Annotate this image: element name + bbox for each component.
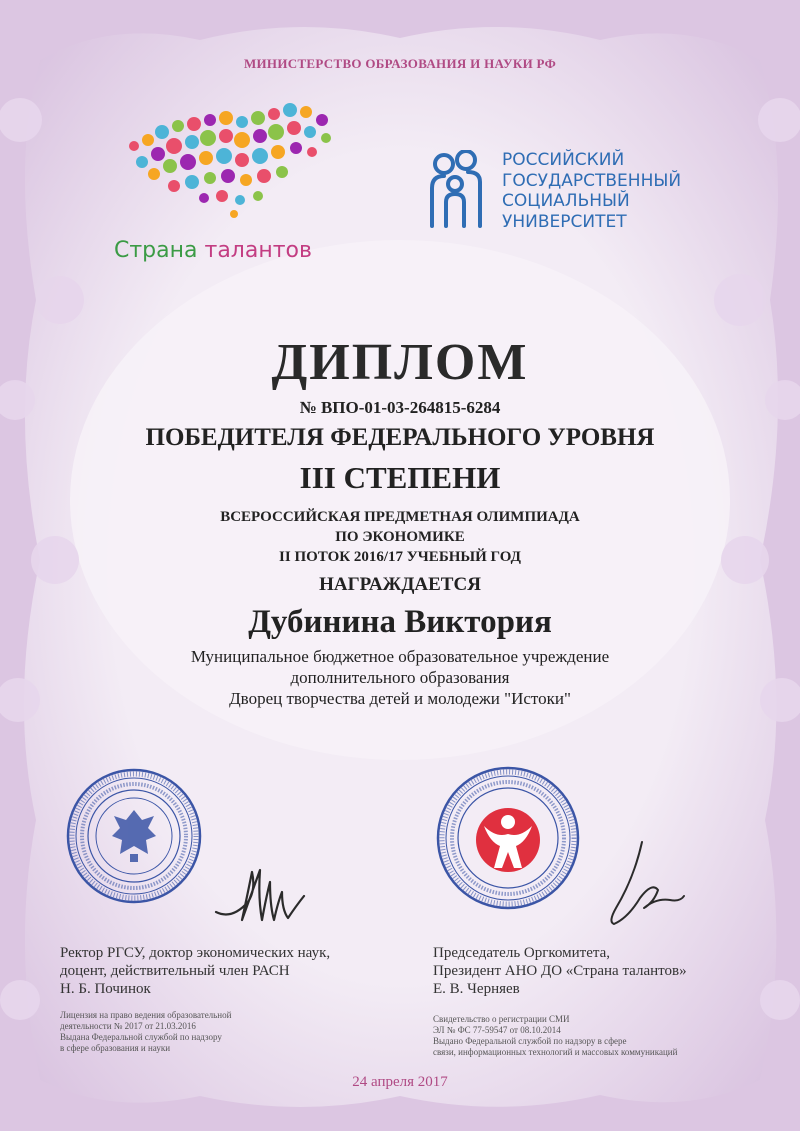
license-note [60,1010,231,1054]
institution-line: дополнительного образования [290,668,510,687]
rector-signature [212,862,308,926]
signer-left-block [60,944,330,998]
awarded-label: НАГРАЖДАЕТСЯ [319,574,481,595]
rgsu-wordmark [502,150,681,232]
registration-line: связи, информационных технологий и массовых коммуникаций [433,1047,678,1057]
strana-talantov-seal [434,764,582,912]
strana-talantov-wordmark [114,238,312,263]
diploma-number: № ВПО-01-03-264815-6284 [299,398,501,417]
talantov-word: талантов [204,238,312,263]
signer-line: доцент, действительный член РАСН [60,963,290,979]
chairman-signature [596,838,686,930]
olympiad-line: II ПОТОК 2016/17 УЧЕБНЫЙ ГОД [279,549,521,565]
license-line: в сфере образования и науки [60,1043,171,1053]
institution-line: Муниципальное бюджетное образовательное учреждение [190,647,610,666]
ministry-seal [64,766,204,906]
institution-block [0,646,800,709]
issue-date: 24 апреля 2017 [352,1074,448,1090]
strana-word: Страна [114,238,198,263]
signer-line: Президент АНО ДО «Страна талантов» [433,963,687,979]
registration-line: Выдано Федеральной службой по надзору в сфере [433,1036,627,1046]
license-line: деятельности № 2017 от 21.03.2016 [60,1021,196,1031]
registration-line: Свидетельство о регистрации СМИ [433,1014,570,1024]
olympiad-block [0,507,800,567]
rgsu-line: РОССИЙСКИЙ [502,150,625,170]
olympiad-line: ВСЕРОССИЙСКАЯ ПРЕДМЕТНАЯ ОЛИМПИАДА [220,509,580,525]
license-line: Выдана Федеральной службой по надзору [60,1032,222,1042]
institution-line: Дворец творчества детей и молодежи "Истоки" [229,689,571,708]
ministry-header: МИНИСТЕРСТВО ОБРАЗОВАНИЯ И НАУКИ РФ [243,56,557,71]
registration-note [433,1014,677,1058]
signer-line: Ректор РГСУ, доктор экономических наук, [60,945,331,961]
rgsu-line: СОЦИАЛЬНЫЙ [502,191,630,211]
degree-line: III СТЕПЕНИ [299,460,501,495]
signer-line: Е. В. Черняев [433,981,520,997]
signer-line: Н. Б. Починок [60,981,151,997]
winner-line: ПОБЕДИТЕЛЯ ФЕДЕРАЛЬНОГО УРОВНЯ [145,424,655,451]
registration-line: ЭЛ № ФС 77-59547 от 08.10.2014 [433,1025,561,1035]
signer-line: Председатель Оргкомитета, [433,945,611,961]
signer-right-block [433,944,687,998]
olympiad-line: ПО ЭКОНОМИКЕ [335,529,465,545]
diploma-title: ДИПЛОМ [271,334,529,391]
rgsu-line: УНИВЕРСИТЕТ [502,211,627,232]
rgsu-line: ГОСУДАРСТВЕННЫЙ [502,170,682,191]
recipient-name: Дубинина Виктория [248,604,552,640]
license-line: Лицензия на право ведения образовательной [60,1010,232,1020]
rgsu-family-icon [424,150,496,228]
